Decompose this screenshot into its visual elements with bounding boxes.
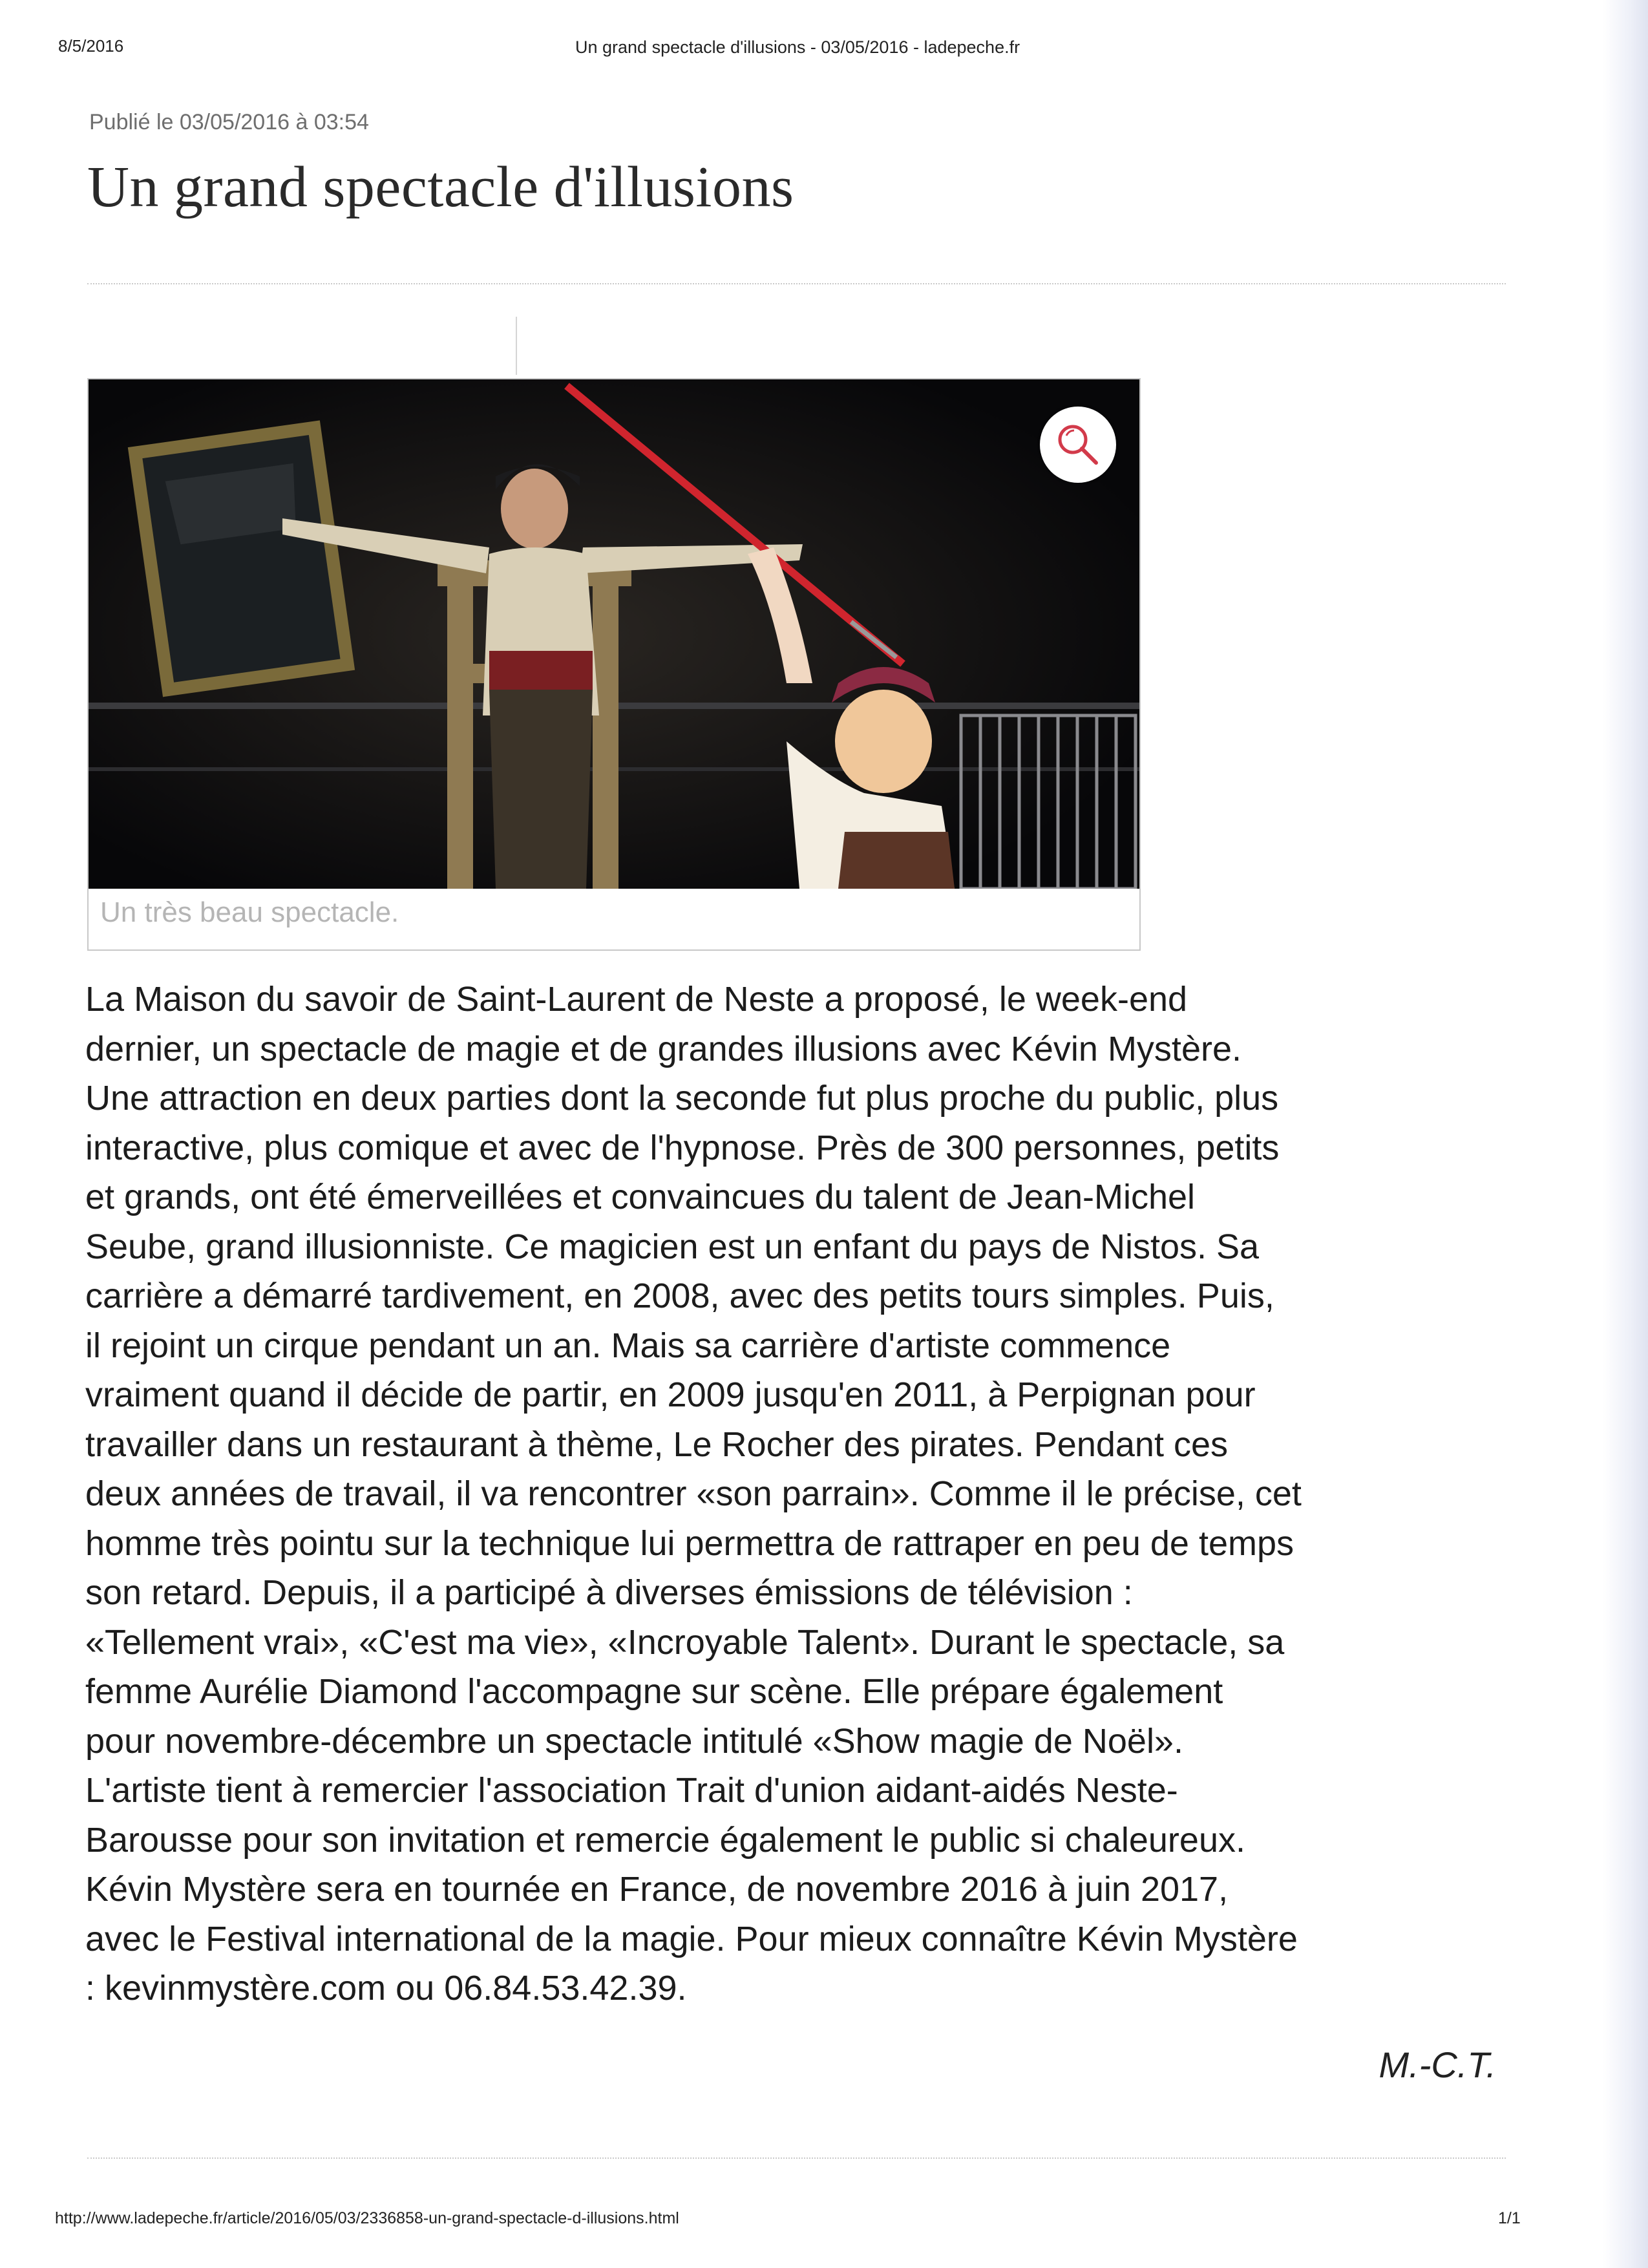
body-line: Seube, grand illusionniste. Ce magicien est un enfant du pays de Nistos. Sa [85,1227,1260,1266]
zoom-button[interactable] [1040,407,1116,483]
divider-top [87,283,1506,284]
scan-edge-shading [1603,0,1648,2268]
body-line: avec le Festival international de la magie. Pour mieux connaître Kévin Mystère [85,1919,1298,1958]
print-footer-url: http://www.ladepeche.fr/article/2016/05/03/2336858-un-grand-spectacle-d-illusions.html [55,2209,679,2227]
article-photo[interactable] [89,379,1139,889]
body-line: femme Aurélie Diamond l'accompagne sur scène. Elle prépare également [85,1672,1223,1711]
published-date: Publié le 03/05/2016 à 03:54 [89,110,369,134]
print-footer-page-number: 1/1 [1498,2209,1521,2227]
body-line: homme très pointu sur la technique lui permettra de rattraper en peu de temps [85,1523,1294,1563]
article-figure [87,378,1141,951]
body-line: dernier, un spectacle de magie et de grandes illusions avec Kévin Mystère. [85,1029,1241,1068]
body-line: vraiment quand il décide de partir, en 2009 jusqu'en 2011, à Perpignan pour [85,1375,1256,1414]
body-line: «Tellement vrai», «C'est ma vie», «Incroyable Talent». Durant le spectacle, sa [85,1622,1285,1662]
body-line: Barousse pour son invitation et remercie également le public si chaleureux. [85,1820,1245,1860]
divider-vertical [516,317,517,375]
print-header-title: Un grand spectacle d'illusions - 03/05/2016 - ladepeche.fr [575,37,1020,57]
divider-bottom [87,2157,1506,2159]
photo-caption: Un très beau spectacle. [100,896,399,928]
author-signature: M.-C.T. [1379,2044,1496,2085]
body-line: : kevinmystère.com ou 06.84.53.42.39. [85,1969,687,2008]
body-line: L'artiste tient à remercier l'association Trait d'union aidant-aidés Neste- [85,1771,1178,1810]
body-line: interactive, plus comique et avec de l'hypnose. Près de 300 personnes, petits [85,1128,1280,1167]
body-line: La Maison du savoir de Saint-Laurent de Neste a proposé, le week-end [85,980,1188,1019]
body-line: travailler dans un restaurant à thème, Le Rocher des pirates. Pendant ces [85,1425,1228,1464]
body-line: il rejoint un cirque pendant un an. Mais sa carrière d'artiste commence [85,1326,1171,1365]
body-line: et grands, ont été émerveillées et convaincues du talent de Jean-Michel [85,1178,1196,1216]
stage-illustration [89,379,1139,889]
body-line: pour novembre-décembre un spectacle intitulé «Show magie de Noël». [85,1721,1183,1761]
article-body [85,975,1507,2013]
body-line: Kévin Mystère sera en tournée en France, de novembre 2016 à juin 2017, [85,1870,1229,1909]
body-line: Une attraction en deux parties dont la seconde fut plus proche du public, plus [85,1079,1279,1118]
body-line: deux années de travail, il va rencontrer «son parrain». Comme il le précise, cet [85,1474,1302,1513]
body-line: son retard. Depuis, il a participé à diverses émissions de télévision : [85,1573,1133,1612]
print-header-date: 8/5/2016 [58,36,124,56]
body-line: carrière a démarré tardivement, en 2008, avec des petits tours simples. Puis, [85,1277,1274,1315]
article-headline: Un grand spectacle d'illusions [87,155,794,219]
magnifier-icon [1052,419,1104,471]
